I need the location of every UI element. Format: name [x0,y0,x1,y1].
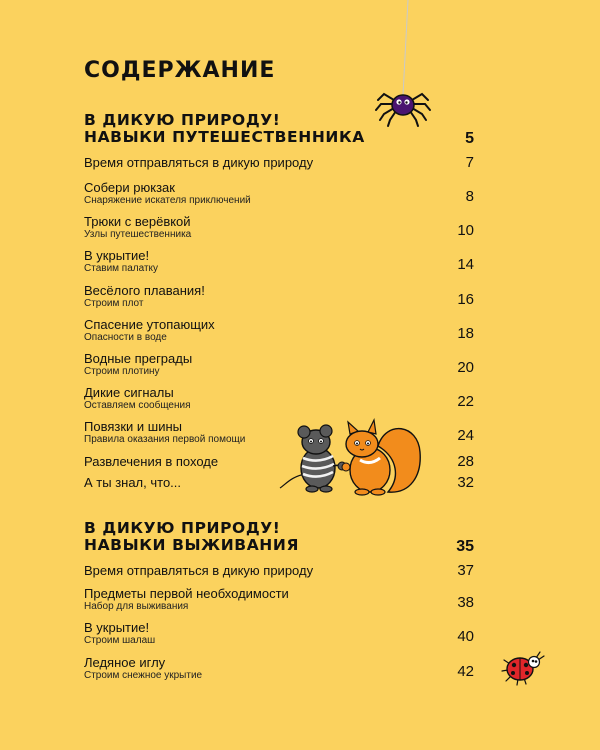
entry-page-number: 32 [457,474,474,491]
entry-subtitle: Набор для выживания [84,601,189,612]
entry-subtitle: Строим шалаш [84,635,156,646]
section-title-line2: НАВЫКИ ПУТЕШЕСТВЕННИКА [84,128,365,146]
toc-entry[interactable] [84,283,474,309]
toc-entry[interactable] [84,214,474,240]
toc-entry[interactable] [84,180,474,206]
entry-title: Время отправляться в дикую природу [84,155,314,170]
section-travel-skills [84,112,474,146]
toc-entry[interactable] [84,351,474,377]
entry-page-number: 7 [465,154,474,171]
entry-page-number: 28 [457,453,474,470]
entry-title: Время отправляться в дикую природу [84,563,314,578]
entry-title: Предметы первой необходимости [84,586,289,601]
entry-subtitle: Ставим палатку [84,263,159,274]
entry-title: Развлечения в походе [84,454,219,469]
entry-subtitle: Снаряжение искателя приключений [84,195,251,206]
entry-title: Ледяное иглу [84,655,166,670]
entry-page-number: 16 [457,291,474,308]
section-title-line2: НАВЫКИ ВЫЖИВАНИЯ [84,536,299,554]
entry-page-number: 22 [457,393,474,410]
spider-icon [372,0,432,130]
ladybug-icon [500,650,546,686]
entry-page-number: 8 [465,188,474,205]
section-page-number: 5 [465,130,474,147]
entry-title: Собери рюкзак [84,180,175,195]
entry-title: А ты знал, что... [84,475,182,490]
entry-page-number: 42 [457,663,474,680]
section-title-line1: В ДИКУЮ ПРИРОДУ! [84,519,281,537]
section-title-line1: В ДИКУЮ ПРИРОДУ! [84,111,281,129]
entry-subtitle: Опасности в воде [84,332,167,343]
entry-subtitle: Строим снежное укрытие [84,670,203,681]
entry-page-number: 37 [457,562,474,579]
entry-subtitle: Строим плотину [84,366,160,377]
toc-entry[interactable] [84,385,474,411]
entry-page-number: 38 [457,594,474,611]
entry-title: Дикие сигналы [84,385,174,400]
entry-page-number: 24 [457,427,474,444]
entry-title: Повязки и шины [84,419,182,434]
entry-page-number: 20 [457,359,474,376]
toc-entry[interactable] [84,586,474,612]
entry-title: Трюки с верёвкой [84,214,191,229]
toc-entry[interactable] [84,317,474,343]
toc-entry[interactable] [84,655,474,681]
toc-entry[interactable] [84,620,474,646]
entry-title: В укрытие! [84,620,150,635]
entry-page-number: 10 [457,222,474,239]
toc-entry[interactable] [84,563,474,578]
toc-entry[interactable] [84,248,474,274]
entry-title: В укрытие! [84,248,150,263]
section-survival-skills [84,520,474,554]
entry-title: Водные преграды [84,351,193,366]
entry-title: Спасение утопающих [84,317,215,332]
section-page-number: 35 [456,538,474,555]
entry-subtitle: Оставляем сообщения [84,400,191,411]
entry-subtitle: Узлы путешественника [84,229,192,240]
mouse-and-squirrel-illustration [276,416,426,506]
entry-page-number: 40 [457,628,474,645]
entry-title: Весёлого плавания! [84,283,205,298]
entry-page-number: 14 [457,256,474,273]
entry-subtitle: Строим плот [84,298,144,309]
entry-page-number: 18 [457,325,474,342]
toc-entry[interactable] [84,155,474,170]
page-title: СОДЕРЖАНИЕ [84,58,276,83]
entry-subtitle: Правила оказания первой помощи [84,434,246,445]
